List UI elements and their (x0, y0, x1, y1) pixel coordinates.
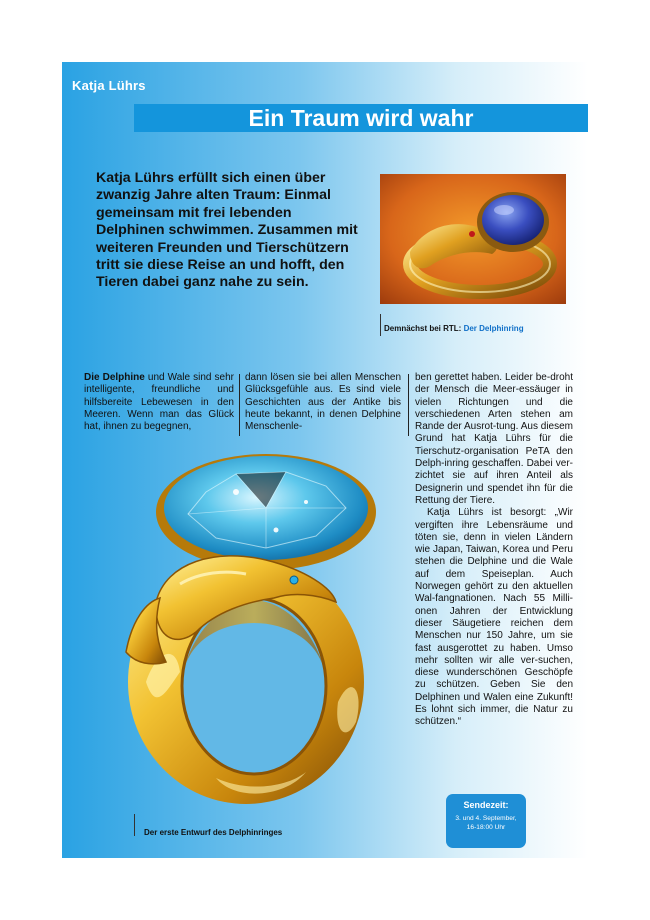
sendezeit-time: 16-18:00 Uhr (466, 824, 506, 831)
body-column-3 (415, 372, 573, 729)
ring-caption-rule (134, 814, 135, 836)
sendezeit-date: 3. und 4. September, (455, 815, 517, 822)
article-page (62, 62, 588, 858)
photo-caption-rule (380, 314, 381, 336)
ring-photo (380, 174, 566, 304)
article-title: Ein Traum wird wahr (248, 105, 474, 131)
sendezeit-box (446, 794, 526, 848)
column-3-paragraph-1: ben gerettet haben. Leider be-droht der Mensch die Meer-essäuger in vielen Richtungen und die verschiedenen Arten stehen am Rande der Ausrot-tung. Aus diesem Grund hat Katja Lührs für die Tierschutz-organisation PeTA den Delph-inring geschaffen. Dabei ver-zichtet sie auf ihren Anteil als Designerin und spendet ihn für die Rettung der Tiere. (415, 372, 573, 506)
ring-caption: Der erste Entwurf des Delphinringes (144, 828, 283, 837)
photo-caption-highlight: Der Delphinring (463, 324, 524, 333)
sendezeit-details (446, 814, 526, 832)
ring-illustration (96, 452, 396, 812)
column-3-paragraph-2: Katja Lührs ist besorgt: „Wir vergiften ihre Lebensräume und töten sie, denn in vielen Ländern wie Japan, Taiwan, Korea und Peru stehen die Delphine und die Wale auf dem Speiseplan. Auch Norwegen gehört zu den aktuellen Wal-fangnationen. Nach 55 Milli-onen Jahren der Entwicklung dieser Säugetiere reichen dem Menschen nur 150 Jahre, um sie fast ausgerottet zu haben. Umso mehr sollten wir alle ver-suchen, diese wunderschönen Geschöpfe zu schützen. Geben Sie den Delphinen und Walen eine Zukunft! Es lohnt sich immer, die Natur zu schützen.“ (415, 507, 573, 728)
column-1-text: und Wale sind sehr intelligente, freundliche und hilfsbereite Lebewesen in den Meeren. Wenn man das Glück hat, ihnen zu begegnen, (84, 372, 234, 433)
author-name: Katja Lührs (72, 78, 146, 93)
body-column-1 (84, 372, 234, 433)
column-2-text: dann lösen sie bei allen Menschen Glücksgefühle aus. Es sind viele Geschichten aus der Antike bis heute bekannt, in denen Delphine Menschenle- (245, 372, 401, 433)
photo-caption-prefix: Demnächst bei RTL: (384, 324, 462, 333)
sendezeit-title: Sendezeit: (463, 800, 509, 810)
body-column-2 (245, 372, 401, 433)
lead-paragraph: Katja Lührs erfüllt sich einen über zwanzig Jahre alten Traum: Einmal gemeinsam mit frei lebenden Delphinen schwimmen. Zusammen mit weiteren Freunden und Tierschützern tritt sie diese Reise an und hofft, den Tieren dabei ganz nahe zu sein. (96, 170, 358, 291)
column-lead-in: Die Delphine (84, 372, 145, 383)
title-bar (134, 104, 588, 132)
photo-caption (384, 324, 524, 333)
column-divider-1 (239, 374, 240, 436)
column-divider-2 (408, 374, 409, 436)
